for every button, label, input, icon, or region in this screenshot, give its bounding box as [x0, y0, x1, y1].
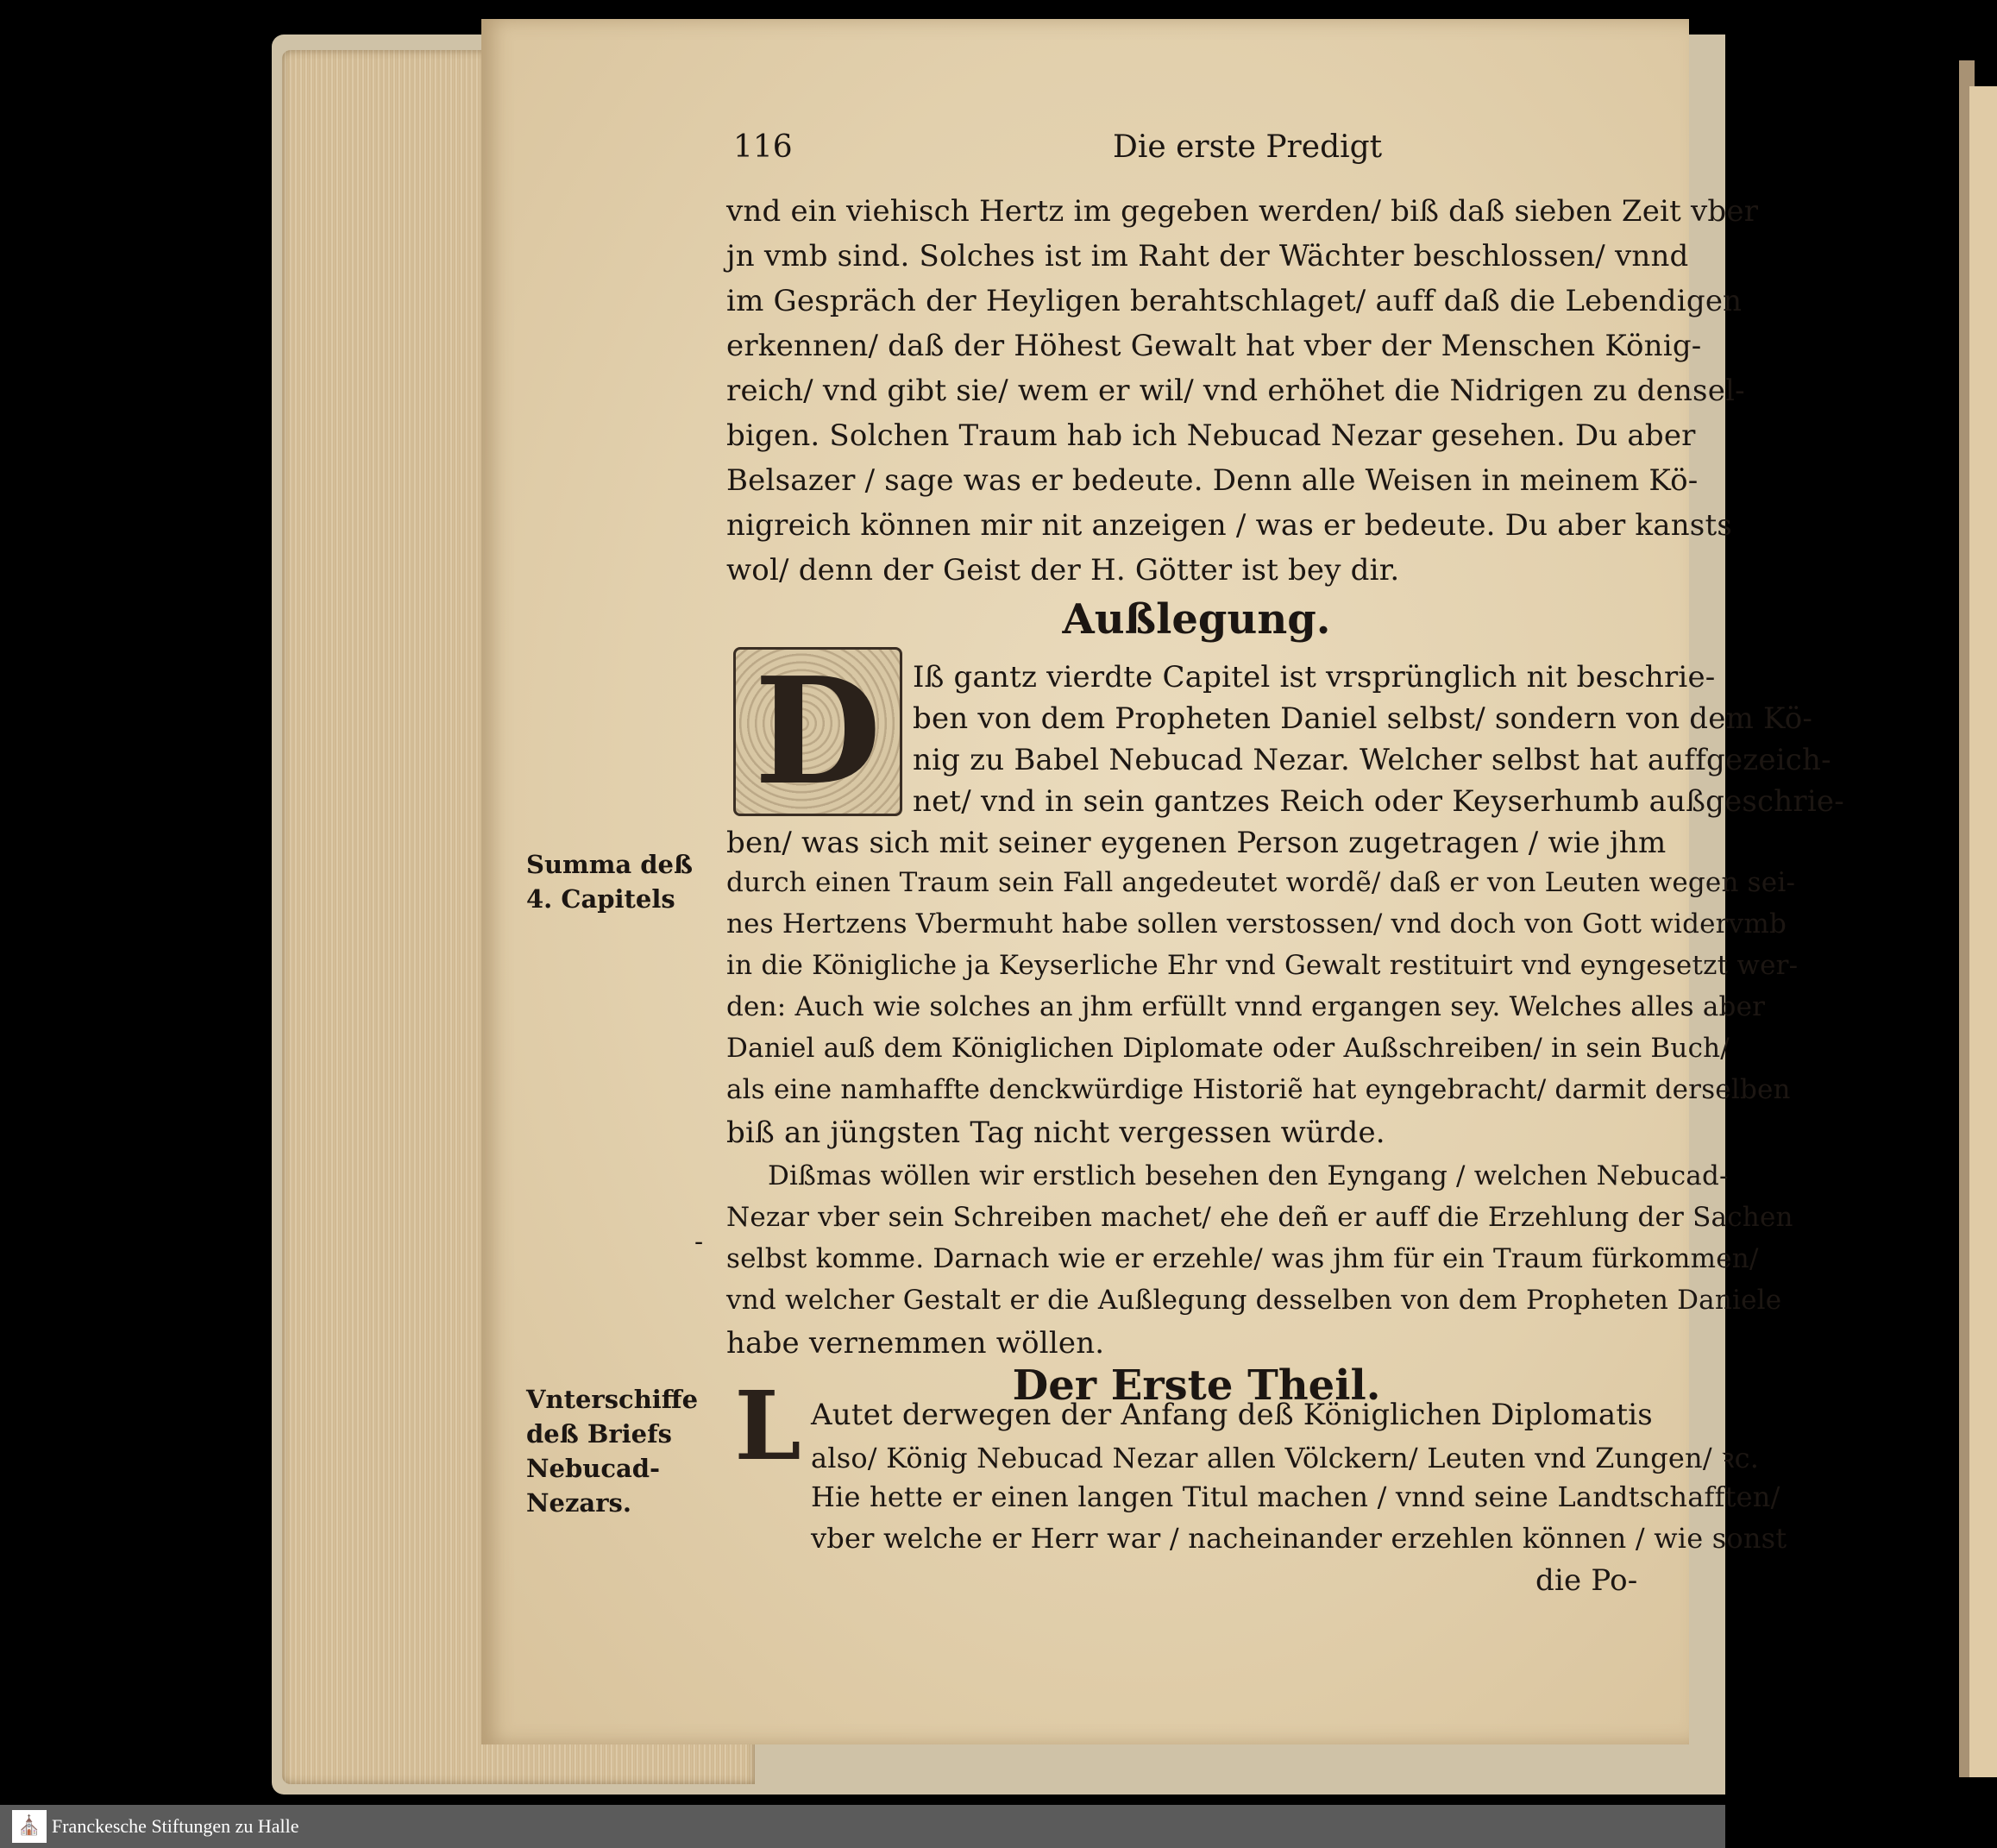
facing-page-edge [1969, 86, 1997, 1777]
institution-name: Franckesche Stiftungen zu Halle [52, 1815, 299, 1837]
text-line: bigen. Solchen Traum hab ich Nebucad Nezar gesehen. Du aber [726, 418, 1696, 453]
institution-logo-icon: ⛪ [12, 1810, 47, 1843]
text-line: in die Königliche ja Keyserliche Ehr vnd Gewalt restituirt vnd eyngesetzt wer- [726, 950, 1799, 981]
text-line: jn vmb sind. Solches ist im Raht der Wächter beschlossen/ vnnd [726, 239, 1689, 273]
text-line: Nezar vber sein Schreiben machet/ ehe deñ er auff die Erzehlung der Sachen [726, 1202, 1793, 1233]
stray-mark: - [694, 1227, 704, 1257]
page-number: 116 [733, 129, 793, 165]
text-line: vber welche er Herr war / nacheinander erzehlen können / wie sonst [811, 1522, 1787, 1555]
text-line: nes Hertzens Vbermuht habe sollen verstossen/ vnd doch von Gott widervmb [726, 908, 1787, 940]
text-line: habe vernemmen wöllen. [726, 1326, 1105, 1361]
margin-note: Nebucad- [526, 1454, 661, 1483]
text-line: Belsazer / sage was er bedeute. Denn alle Weisen in meinem Kö- [726, 463, 1699, 498]
section-heading: Der Erste Theil. [1012, 1361, 1381, 1410]
text-line: vnd ein viehisch Hertz im gegeben werden/ biß daß sieben Zeit vber [726, 194, 1759, 229]
margin-note: Summa deß [526, 850, 694, 879]
text-line: Iß gantz vierdte Capitel ist vrsprünglich nit beschrie- [913, 660, 1716, 695]
text-line: selbst komme. Darnach wie er erzehle/ was jhm für ein Traum fürkommen/ [726, 1243, 1759, 1274]
text-line: erkennen/ daß der Höhest Gewalt hat vber der Menschen König- [726, 329, 1702, 363]
text-line: also/ König Nebucad Nezar allen Völckern/ Leuten vnd Zungen/ ꝛc. [811, 1442, 1760, 1474]
margin-note: Nezars. [526, 1488, 631, 1518]
decorated-initial: D [733, 647, 902, 816]
text-line: ben von dem Propheten Daniel selbst/ sondern von dem Kö- [913, 701, 1813, 736]
catchword: die Po- [1535, 1563, 1638, 1598]
margin-note: Vnterschiffe [526, 1385, 699, 1414]
text-line: den: Auch wie solches an jhm erfüllt vnnd ergangen sey. Welches alles aber [726, 991, 1766, 1022]
text-line: net/ vnd in sein gantzes Reich oder Keyserhumb außgeschrie- [913, 784, 1844, 819]
text-line: als eine namhaffte denckwürdige Historiẽ hat eyngebracht/ darmit derselben [726, 1074, 1791, 1105]
running-title: Die erste Predigt [1113, 129, 1383, 165]
text-line: nigreich können mir nit anzeigen / was er bedeute. Du aber kansts [726, 508, 1732, 543]
text-line: durch einen Traum sein Fall angedeutet wordẽ/ daß er von Leuten wegen sei- [726, 867, 1796, 898]
text-line: nig zu Babel Nebucad Nezar. Welcher selbst hat auffgezeich- [913, 743, 1831, 777]
text-line: Autet derwegen der Anfang deß Königlichen Diplomatis [811, 1398, 1653, 1432]
text-line: ben/ was sich mit seiner eygenen Person zugetragen / wie jhm [726, 826, 1667, 860]
text-line: Dißmas wöllen wir erstlich besehen den Eyngang / welchen Nebucad- [768, 1160, 1729, 1191]
text-line: reich/ vnd gibt sie/ wem er wil/ vnd erhöhet die Nidrigen zu densel- [726, 374, 1745, 408]
decorated-initial: L [734, 1370, 801, 1481]
section-heading: Außlegung. [1062, 595, 1331, 644]
text-line: Hie hette er einen langen Titul machen / vnnd seine Landtschafften/ [811, 1480, 1780, 1513]
margin-note: deß Briefs [526, 1419, 672, 1449]
text-line: im Gespräch der Heyligen berahtschlaget/ auff daß die Lebendigen [726, 284, 1743, 318]
text-line: biß an jüngsten Tag nicht vergessen würde. [726, 1116, 1385, 1150]
margin-note: 4. Capitels [526, 884, 675, 914]
text-line: wol/ denn der Geist der H. Götter ist bey dir. [726, 553, 1400, 588]
text-line: vnd welcher Gestalt er die Außlegung desselben von dem Propheten Daniele [726, 1285, 1782, 1316]
footer-bar [0, 1805, 1725, 1848]
text-line: Daniel auß dem Königlichen Diplomate oder Außschreiben/ in sein Buch/ [726, 1033, 1730, 1064]
